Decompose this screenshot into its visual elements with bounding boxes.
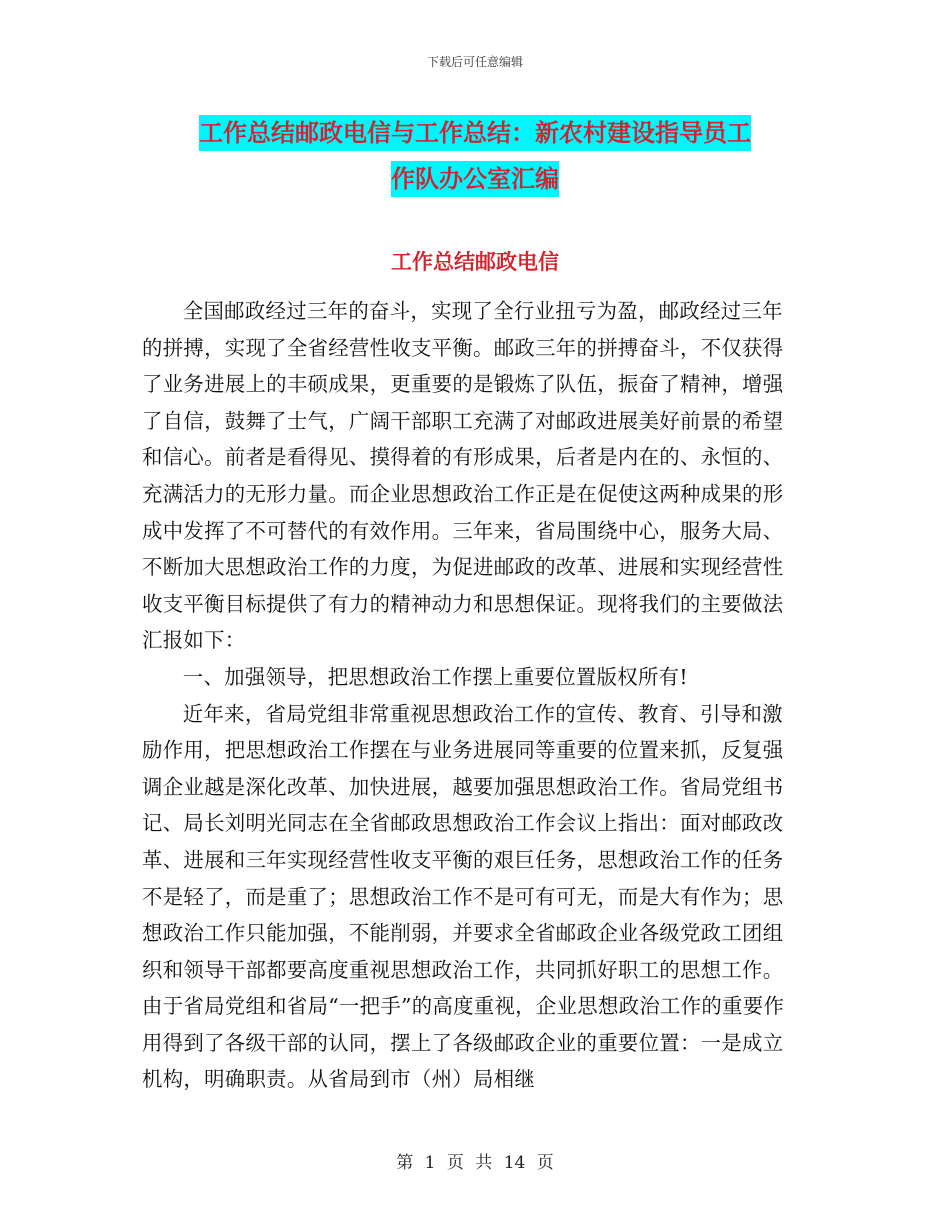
body-text xyxy=(142,293,796,1098)
section-title: 工作总结邮政电信 xyxy=(391,250,559,274)
page-footer: 第 1 页 共 14 页 xyxy=(396,1153,554,1173)
paragraph-2: 一、加强领导，把思想政治工作摆上重要位置版权所有! xyxy=(182,664,688,689)
paragraph-1: 全国邮政经过三年的奋斗，实现了全行业扭亏为盈，邮政经过三年的拼搏，实现了全省经营性收支平衡。邮政三年的拼搏奋斗，不仅获得了业务进展上的丰硕成果，更重要的是锻炼了队伍，振奋了精神，增强了自信，鼓舞了士气，广阔干部职工充满了对邮政进展美好前景的希望和信心。前者是看得见、摸得着的有形成果，后者是内在的、永恒的、充满活力的无形力量。而企业思想政治工作正是在促使这两种成果的形成中发挥了不可替代的有效作用。三年来，省局围绕中心，服务大局、不断加大思想政治工作的力度，为促进邮政的改革、进展和实现经营性收支平衡目标提供了有力的精神动力和思想保证。现将我们的主要做法汇报如下： xyxy=(142,299,784,653)
document-title-line-2: 作队办公室汇编 xyxy=(391,161,559,197)
document-title xyxy=(140,110,810,202)
header-note: 下载后可任意编辑 xyxy=(426,55,523,69)
paragraph-3: 近年来，省局党组非常重视思想政治工作的宣传、教育、引导和激励作用，把思想政治工作摆在与业务进展同等重要的位置来抓，反复强调企业越是深化改革、加快进展，越要加强思想政治工作。省局党组书记、局长刘明光同志在全省邮政思想政治工作会议上指出：面对邮政改革、进展和三年实现经营性收支平衡的艰巨任务，思想政治工作的任务不是轻了，而是重了；思想政治工作不是可有可无，而是大有作为；思想政治工作只能加强，不能削弱，并要求全省邮政企业各级党政工团组织和领导干部都要高度重视思想政治工作，共同抓好职工的思想工作。由于省局党组和省局“一把手”的高度重视，企业思想政治工作的重要作用得到了各级干部的认同，摆上了各级邮政企业的重要位置：一是成立机构，明确职责。从省局到市（州）局相继 xyxy=(142,701,785,1092)
document-title-line-1: 工作总结邮政电信与工作总结：新农村建设指导员工 xyxy=(199,115,751,151)
